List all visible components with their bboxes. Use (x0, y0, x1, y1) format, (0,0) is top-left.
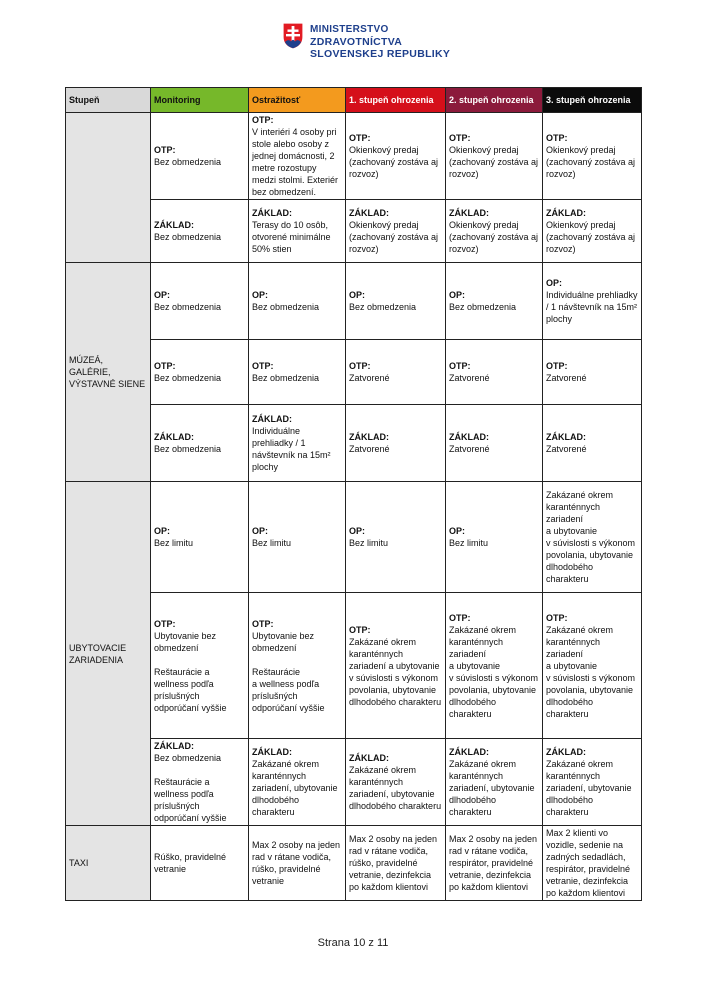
cell-text: Bez obmedzenia (154, 302, 222, 312)
category-cell-taxi: TAXI (66, 826, 151, 901)
table-cell (249, 482, 346, 593)
cell-label: ZÁKLAD: (449, 432, 489, 442)
cell-label: ZÁKLAD: (546, 747, 586, 757)
cell-label: ZÁKLAD: (252, 747, 292, 757)
cell-text: V interiéri 4 osoby pri stole alebo osoby z jednej domácnosti, 2 metre rozostupy medzi stolmi. Exteriér bez obmedzení. (252, 127, 339, 197)
cell-text: Bez limitu (349, 538, 389, 548)
cell-label: OP: (546, 278, 563, 288)
cell-text: Bez obmedzenia (154, 753, 222, 763)
cell-text: Bez limitu (449, 538, 489, 548)
cell-label: OTP: (154, 618, 176, 629)
table-row (66, 113, 642, 200)
table-cell (346, 482, 446, 593)
page-number: Strana 10 z 11 (317, 937, 389, 949)
cell-label: ZÁKLAD: (252, 208, 292, 218)
cell-label: OTP: (154, 145, 176, 155)
cell-text: Max 2 osoby na jeden rad v rátane vodiča, rúško, pravidelné vetranie (252, 840, 341, 886)
table-row (66, 739, 642, 826)
table-cell (151, 113, 249, 200)
table-cell (446, 826, 543, 901)
table-cell (249, 593, 346, 739)
table-cell (151, 482, 249, 593)
cell-label: ZÁKLAD: (154, 220, 194, 230)
table-cell (446, 200, 543, 263)
table-cell (543, 826, 642, 901)
cell-text: Max 2 osoby na jeden rad v rátane vodiča, rúško, pravidelné vetranie, dezinfekcia po každom klientovi (349, 834, 438, 892)
cell-text: Individuálne prehliadky / 1 návštevník na 15m² plochy (546, 290, 638, 324)
cell-text: Zakázané okrem karanténnych zariadení a ubytovanie v súvislosti s výkonom povolania, ubytovanie dlhodobého charakteru (349, 636, 442, 707)
table-row (66, 482, 642, 593)
table-cell (346, 739, 446, 826)
restrictions-table (65, 87, 642, 901)
cell-label: OTP: (252, 115, 274, 125)
cell-label: OTP: (349, 624, 371, 635)
table-cell (543, 739, 642, 826)
cell-label: OP: (252, 290, 269, 300)
table-cell (346, 113, 446, 200)
column-header-stupen-1: 1. stupeň ohrozenia (346, 88, 446, 113)
cell-text: Okienkový predaj (zachovaný zostáva aj rozvoz) (349, 220, 439, 254)
table-cell (446, 340, 543, 405)
column-header-ostrazitost: Ostražitosť (249, 88, 346, 113)
table-cell (249, 200, 346, 263)
table-cell (543, 340, 642, 405)
table-row (66, 200, 642, 263)
cell-text: Bez obmedzenia (252, 302, 320, 312)
table-cell (249, 739, 346, 826)
cell-text: Zatvorené (349, 373, 390, 383)
category-cell-museums: MÚZEÁ, GALÉRIE, VÝSTAVNÉ SIENE (66, 263, 151, 482)
category-cell-gastro (66, 113, 151, 263)
cell-text: Bez obmedzenia (154, 157, 222, 167)
table-cell (151, 200, 249, 263)
ministry-name-line3: SLOVENSKEJ REPUBLIKY (310, 48, 451, 60)
cell-text: Zatvorené (449, 373, 490, 383)
cell-label: ZÁKLAD: (546, 208, 586, 218)
cell-text: Zatvorené (449, 444, 490, 454)
cell-label: ZÁKLAD: (349, 753, 389, 763)
table-cell (446, 405, 543, 482)
cell-label: OP: (449, 526, 466, 536)
cell-text: Individuálne prehliadky / 1 návštevník na 15m² plochy (252, 426, 331, 472)
table-cell (543, 405, 642, 482)
column-header-stupen-3: 3. stupeň ohrozenia (543, 88, 642, 113)
cell-label: OP: (349, 526, 366, 536)
table-cell (446, 113, 543, 200)
cell-text: Ubytovanie bez obmedzení (154, 630, 217, 653)
slovak-coat-of-arms-icon (282, 22, 304, 50)
cell-text: Bez obmedzenia (349, 302, 417, 312)
cell-text: Okienkový predaj (zachovaný zostáva aj rozvoz) (349, 145, 439, 179)
table-row (66, 405, 642, 482)
table-cell (249, 113, 346, 200)
table-row (66, 263, 642, 340)
table-cell (249, 826, 346, 901)
cell-text: Okienkový predaj (zachovaný zostáva aj rozvoz) (449, 145, 539, 179)
table-cell (249, 340, 346, 405)
cell-label: OTP: (546, 612, 568, 623)
cell-text: Max 2 klienti vo vozidle, sedenie na zadných sedadlách, respirátor, pravidelné vetranie, dezinfekcia po každom klientovi (546, 828, 631, 898)
cell-text: Bez obmedzenia (154, 373, 222, 383)
cell-text: Bez limitu (252, 538, 292, 548)
cell-text: Rúško, pravidelné vetranie (154, 852, 227, 874)
cell-label: OTP: (546, 133, 568, 143)
cell-text: Zatvorené (349, 444, 390, 454)
ministry-header (282, 18, 522, 70)
table-row (66, 593, 642, 739)
table-header-row (66, 88, 642, 113)
cell-label: OP: (449, 290, 466, 300)
cell-text: Ubytovanie bez obmedzení (252, 630, 315, 653)
table-cell (446, 593, 543, 739)
ministry-name (310, 24, 450, 60)
cell-label: ZÁKLAD: (154, 741, 194, 751)
table-cell (446, 482, 543, 593)
table-cell (249, 405, 346, 482)
table-cell (249, 263, 346, 340)
cell-text-secondary: Reštaurácie a wellness podľa príslušných odporúčaní vyššie (154, 777, 227, 823)
category-cell-accommodation: UBYTOVACIE ZARIADENIA (66, 482, 151, 826)
table-cell (446, 739, 543, 826)
column-header-stupen-2: 2. stupeň ohrozenia (446, 88, 543, 113)
cell-text: Zakázané okrem karanténnych zariadení, ubytovanie dlhodobého charakteru (349, 765, 442, 811)
table-cell (543, 200, 642, 263)
cell-label: ZÁKLAD: (154, 432, 194, 442)
table-cell (151, 263, 249, 340)
cell-label: OP: (154, 290, 171, 300)
ministry-name-line2: ZDRAVOTNÍCTVA (310, 36, 403, 48)
table-cell (151, 340, 249, 405)
table-cell (346, 405, 446, 482)
cell-label: OP: (154, 526, 171, 536)
table-cell (346, 826, 446, 901)
table-cell (543, 113, 642, 200)
table-cell (543, 593, 642, 739)
cell-text: Bez obmedzenia (449, 302, 517, 312)
cell-text: Bez obmedzenia (154, 232, 222, 242)
table-cell (543, 482, 642, 593)
cell-label: OP: (252, 526, 269, 536)
cell-text: Okienkový predaj (zachovaný zostáva aj rozvoz) (546, 145, 636, 179)
cell-label: OTP: (546, 361, 568, 371)
cell-text: Max 2 osoby na jeden rad v rátane vodiča, respirátor, pravidelné vetranie, dezinfekcia po každom klientovi (449, 834, 538, 892)
cell-label: OP: (349, 290, 366, 300)
cell-label: ZÁKLAD: (449, 747, 489, 757)
cell-label: OTP: (349, 361, 371, 371)
cell-label: OTP: (252, 618, 274, 629)
cell-text: Bez obmedzenia (252, 373, 320, 383)
cell-text: Okienkový predaj (zachovaný zostáva aj rozvoz) (546, 220, 636, 254)
cell-label: OTP: (449, 612, 471, 623)
table-cell (151, 826, 249, 901)
cell-label: ZÁKLAD: (252, 414, 292, 424)
table-cell (346, 263, 446, 340)
cell-text: Zakázané okrem karanténnych zariadení a ubytovanie v súvislosti s výkonom povolania, ubytovanie dlhodobého charakteru (546, 624, 636, 719)
cell-text: Bez obmedzenia (154, 444, 222, 454)
cell-text: Zakázané okrem karanténnych zariadení, ubytovanie dlhodobého charakteru (546, 759, 632, 817)
cell-text: Zakázané okrem karanténnych zariadení a ubytovanie v súvislosti s výkonom povolania, ubytovanie dlhodobého charakteru (546, 490, 636, 584)
column-header-monitoring: Monitoring (151, 88, 249, 113)
table-cell (346, 200, 446, 263)
cell-label: OTP: (449, 133, 471, 143)
ministry-name-line1: MINISTERSTVO (310, 24, 389, 35)
column-header-stupen: Stupeň (66, 88, 151, 113)
cell-label: ZÁKLAD: (546, 432, 586, 442)
table-cell (346, 593, 446, 739)
cell-text: Bez limitu (154, 538, 194, 548)
cell-label: ZÁKLAD: (449, 208, 489, 218)
cell-label: ZÁKLAD: (349, 432, 389, 442)
table-cell (543, 263, 642, 340)
table-cell (151, 739, 249, 826)
table-row (66, 826, 642, 901)
cell-text: Terasy do 10 osôb, otvorené minimálne 50% stien (252, 220, 331, 254)
cell-label: ZÁKLAD: (349, 208, 389, 218)
cell-text: Zakázané okrem karanténnych zariadení a ubytovanie v súvislosti s výkonom povolania, ubytovanie dlhodobého charakteru (449, 624, 539, 719)
cell-label: OTP: (349, 133, 371, 143)
cell-text: Zakázané okrem karanténnych zariadení, ubytovanie dlhodobého charakteru (449, 759, 535, 817)
table-row (66, 340, 642, 405)
cell-label: OTP: (154, 361, 176, 371)
table-cell (151, 593, 249, 739)
table-cell (151, 405, 249, 482)
cell-text-secondary: Reštaurácie a wellness podľa príslušných odporúčaní vyššie (252, 666, 325, 713)
cell-text: Zatvorené (546, 373, 587, 383)
cell-text: Zatvorené (546, 444, 587, 454)
cell-label: OTP: (449, 361, 471, 371)
cell-text: Okienkový predaj (zachovaný zostáva aj rozvoz) (449, 220, 539, 254)
table-cell (346, 340, 446, 405)
cell-text-secondary: Reštaurácie a wellness podľa príslušných odporúčaní vyššie (154, 666, 227, 713)
table-cell (446, 263, 543, 340)
cell-label: OTP: (252, 361, 274, 371)
cell-text: Zakázané okrem karanténnych zariadení, ubytovanie dlhodobého charakteru (252, 759, 338, 817)
